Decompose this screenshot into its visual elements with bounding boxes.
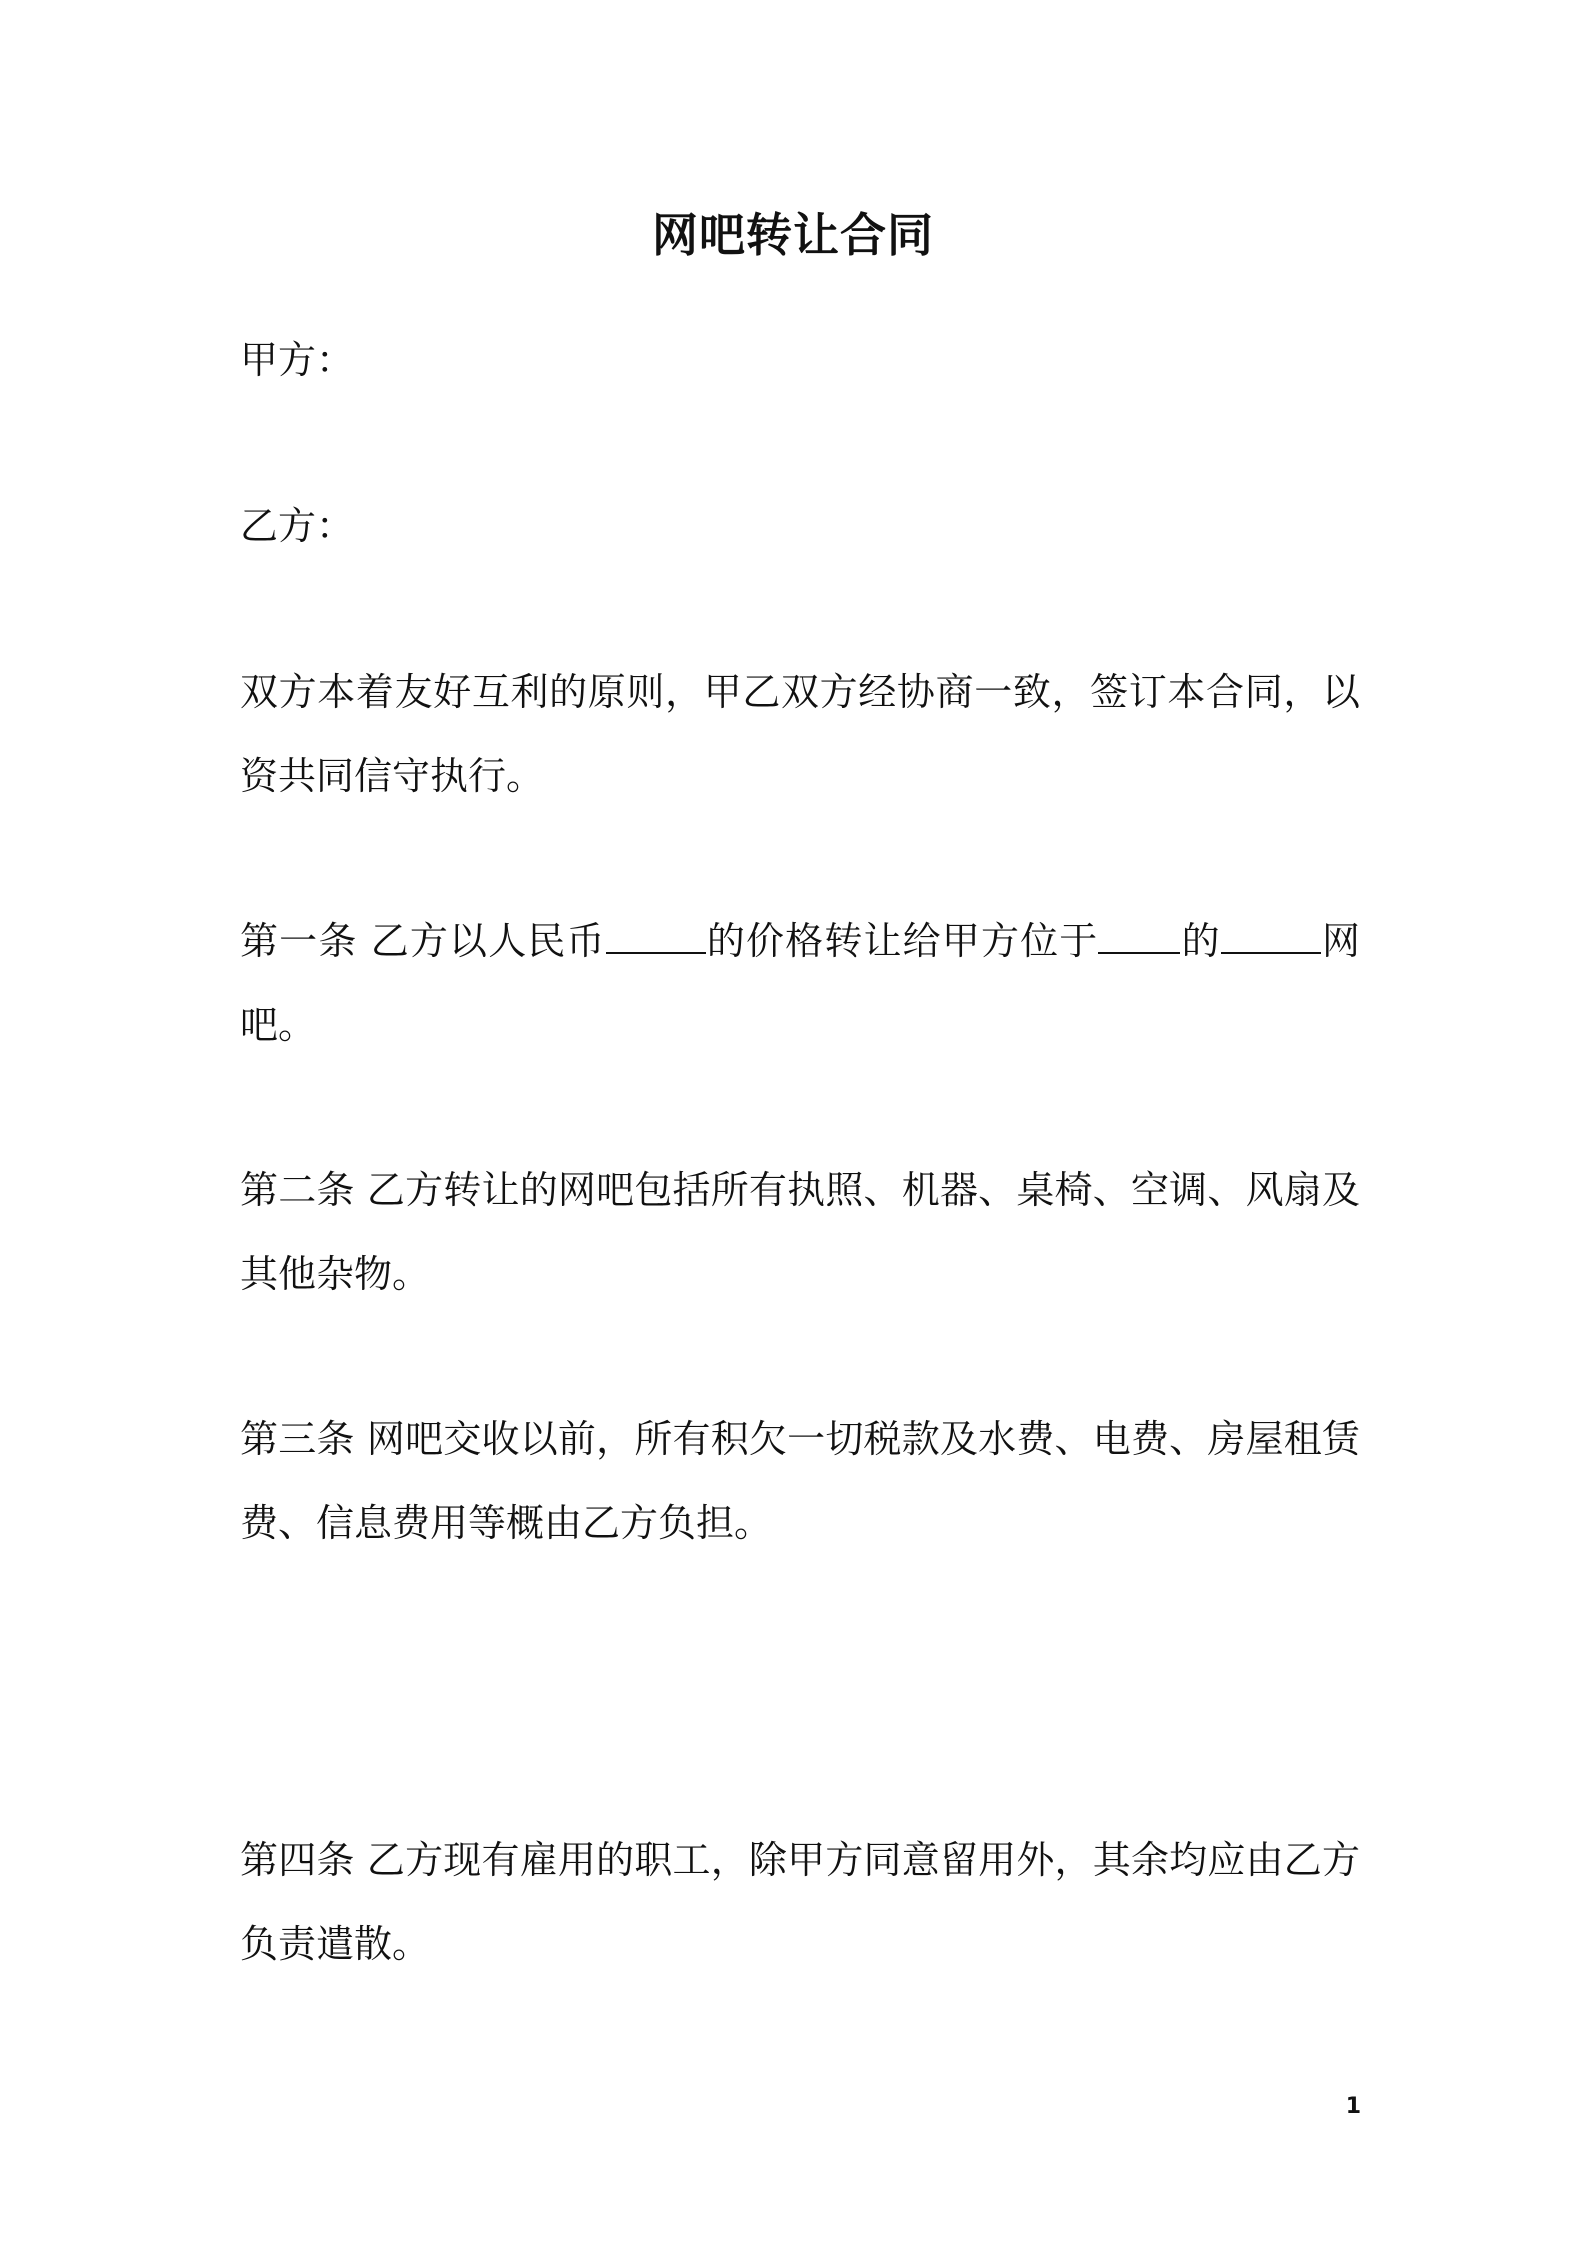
intro-paragraph: 双方本着友好互利的原则，甲乙双方经协商一致，签订本合同，以资共同信守执行。 [240, 670, 1360, 798]
document-title: 网吧转让合同 [652, 208, 934, 262]
price-blank [606, 912, 706, 954]
party-b-label: 乙方： [240, 504, 355, 548]
article-1 [240, 899, 1360, 1067]
page-number: 1 [1345, 2094, 1361, 2119]
article-4: 第四条 乙方现有雇用的职工，除甲方同意留用外，其余均应由乙方负责遣散。 [240, 1838, 1360, 1966]
party-a-label: 甲方： [240, 338, 355, 382]
article-3: 第三条 网吧交收以前，所有积欠一切税款及水费、电费、房屋租赁费、信息费用等概由乙方负担。 [240, 1417, 1360, 1545]
article-1-text-3: 的 [1180, 919, 1221, 963]
name-blank [1221, 912, 1321, 954]
article-1-text-2: 的价格转让给甲方位于 [705, 919, 1099, 963]
article-2: 第二条 乙方转让的网吧包括所有执照、机器、桌椅、空调、风扇及其他杂物。 [240, 1168, 1360, 1296]
location-blank [1098, 912, 1180, 954]
article-1-text-4: 网吧。 [240, 919, 1360, 1047]
article-1-text-1: 第一条 乙方以人民币 [240, 919, 606, 963]
